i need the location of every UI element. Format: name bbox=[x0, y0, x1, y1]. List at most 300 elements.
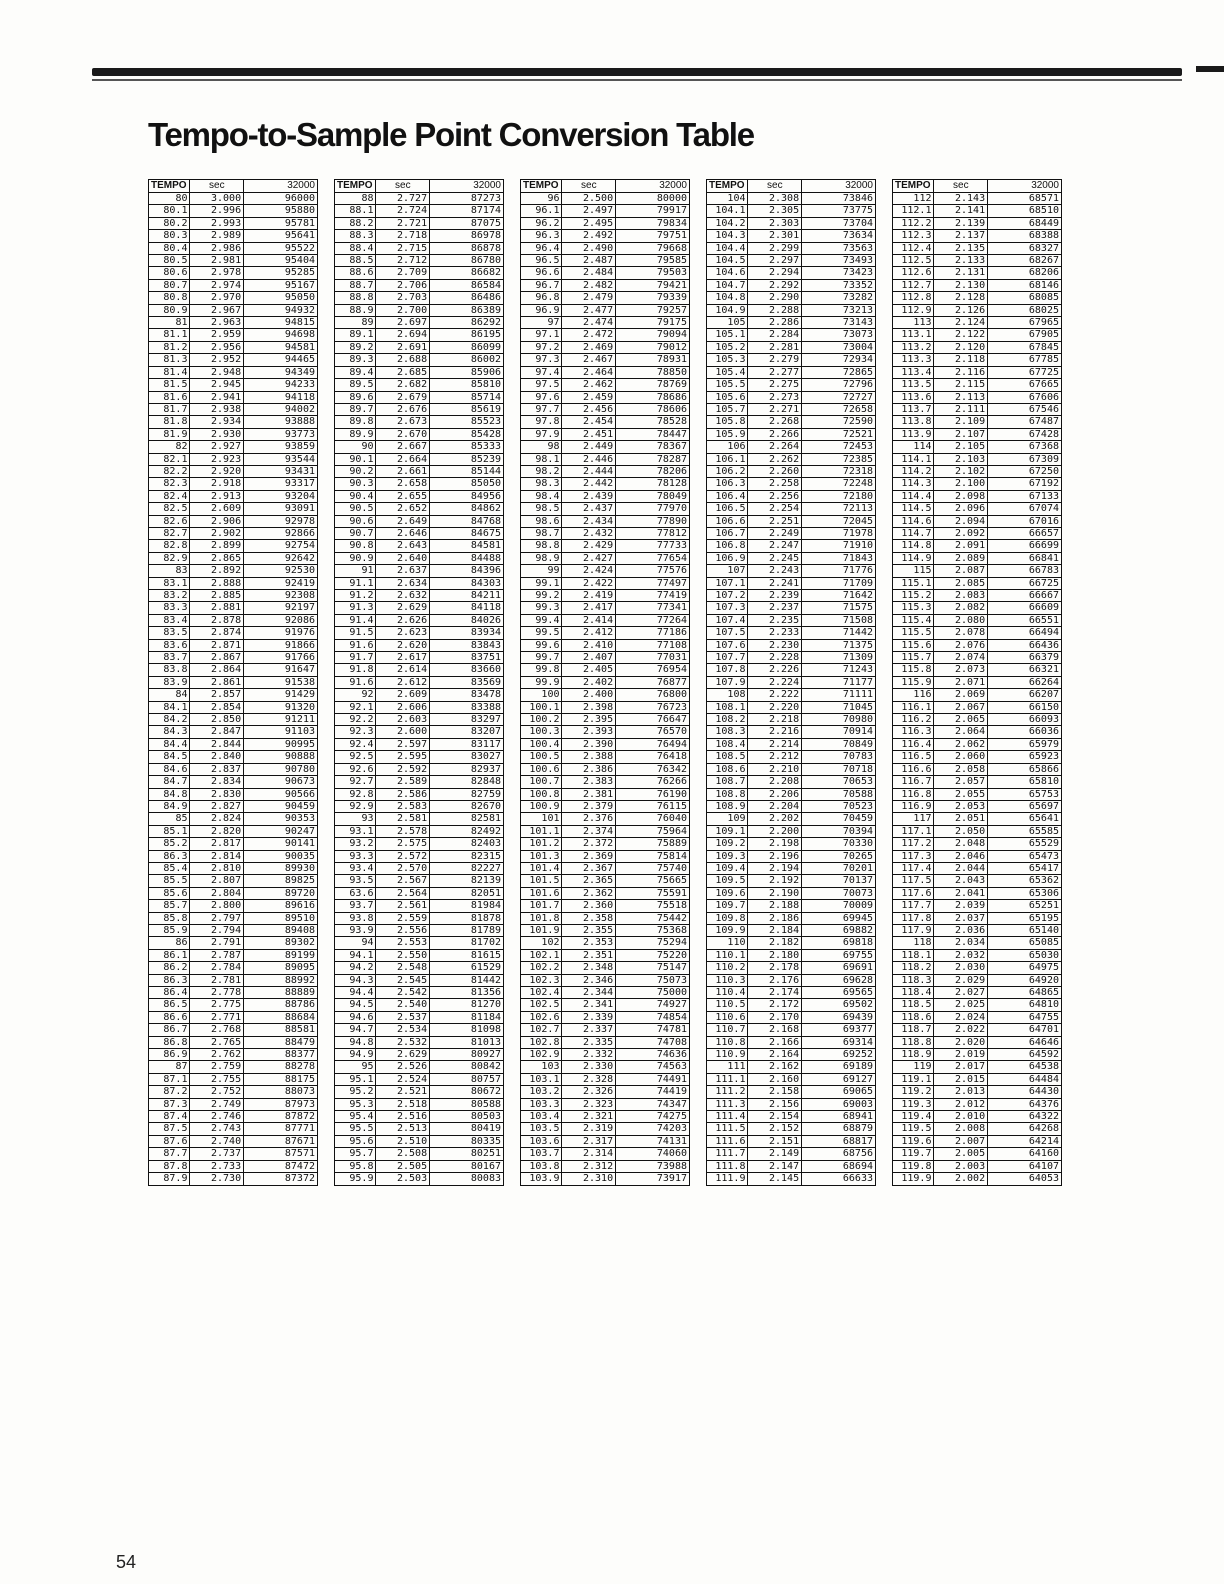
table-row bbox=[893, 924, 1062, 936]
samples-cell: 89302 bbox=[244, 937, 318, 949]
samples-cell: 66036 bbox=[988, 726, 1062, 738]
tempo-cell: 111 bbox=[707, 1061, 748, 1073]
samples-cell: 85619 bbox=[430, 403, 504, 415]
samples-cell: 64214 bbox=[988, 1135, 1062, 1147]
table-row bbox=[521, 403, 690, 415]
table-row bbox=[521, 391, 690, 403]
table-row bbox=[707, 354, 876, 366]
sec-cell: 2.064 bbox=[934, 726, 988, 738]
sec-cell: 2.141 bbox=[934, 205, 988, 217]
table-row bbox=[893, 527, 1062, 539]
tempo-cell: 113.6 bbox=[893, 391, 934, 403]
sec-cell: 2.317 bbox=[562, 1135, 616, 1147]
samples-cell: 68879 bbox=[802, 1123, 876, 1135]
samples-cell: 91103 bbox=[244, 726, 318, 738]
samples-cell: 69252 bbox=[802, 1049, 876, 1061]
samples-cell: 80672 bbox=[430, 1086, 504, 1098]
table-row bbox=[707, 652, 876, 664]
sec-cell: 2.398 bbox=[562, 701, 616, 713]
table-row bbox=[707, 565, 876, 577]
table-row bbox=[521, 1024, 690, 1036]
samples-cell: 81984 bbox=[430, 900, 504, 912]
table-row bbox=[149, 875, 318, 887]
table-row bbox=[893, 602, 1062, 614]
table-row bbox=[335, 912, 504, 924]
sec-cell: 2.176 bbox=[748, 974, 802, 986]
sec-cell: 2.164 bbox=[748, 1049, 802, 1061]
tempo-cell: 88.9 bbox=[335, 304, 376, 316]
tempo-cell: 87.1 bbox=[149, 1073, 190, 1085]
samples-cell: 83027 bbox=[430, 751, 504, 763]
table-row bbox=[335, 788, 504, 800]
samples-cell: 88684 bbox=[244, 1011, 318, 1023]
table-row bbox=[521, 639, 690, 651]
table-row bbox=[149, 317, 318, 329]
tempo-cell: 105.7 bbox=[707, 403, 748, 415]
samples-cell: 93431 bbox=[244, 465, 318, 477]
sec-cell: 2.652 bbox=[376, 503, 430, 515]
tempo-cell: 106 bbox=[707, 441, 748, 453]
table-row bbox=[707, 267, 876, 279]
samples-cell: 94932 bbox=[244, 304, 318, 316]
sec-cell: 2.341 bbox=[562, 999, 616, 1011]
samples-cell: 81356 bbox=[430, 987, 504, 999]
samples-cell: 85906 bbox=[430, 366, 504, 378]
sec-cell: 2.374 bbox=[562, 825, 616, 837]
samples-cell: 90035 bbox=[244, 850, 318, 862]
samples-cell: 75740 bbox=[616, 862, 690, 874]
tempo-cell: 101.2 bbox=[521, 838, 562, 850]
tempo-cell: 117.1 bbox=[893, 825, 934, 837]
tempo-cell: 104 bbox=[707, 193, 748, 205]
samples-cell: 87472 bbox=[244, 1160, 318, 1172]
sec-cell: 2.262 bbox=[748, 453, 802, 465]
sec-cell: 2.874 bbox=[190, 627, 244, 639]
sec-cell: 2.115 bbox=[934, 379, 988, 391]
samples-cell: 71177 bbox=[802, 676, 876, 688]
sec-cell: 2.978 bbox=[190, 267, 244, 279]
sec-cell: 2.060 bbox=[934, 751, 988, 763]
table-row bbox=[893, 689, 1062, 701]
samples-cell: 70265 bbox=[802, 850, 876, 862]
tempo-cell: 105.6 bbox=[707, 391, 748, 403]
table-row bbox=[707, 341, 876, 353]
tempo-cell: 90.3 bbox=[335, 478, 376, 490]
samples-cell: 68388 bbox=[988, 230, 1062, 242]
sec-cell: 2.149 bbox=[748, 1148, 802, 1160]
table-row bbox=[149, 515, 318, 527]
sec-cell: 2.857 bbox=[190, 689, 244, 701]
tempo-cell: 98.9 bbox=[521, 552, 562, 564]
tempo-cell: 90.2 bbox=[335, 465, 376, 477]
tempo-cell: 118.4 bbox=[893, 987, 934, 999]
table-row bbox=[707, 751, 876, 763]
table-row bbox=[707, 292, 876, 304]
sec-cell: 2.781 bbox=[190, 974, 244, 986]
header-sec: sec bbox=[562, 180, 616, 193]
table-row bbox=[893, 540, 1062, 552]
table-row bbox=[707, 974, 876, 986]
samples-cell: 65473 bbox=[988, 850, 1062, 862]
table-row bbox=[521, 974, 690, 986]
table-row bbox=[335, 1024, 504, 1036]
table-row bbox=[707, 391, 876, 403]
tempo-cell: 96 bbox=[521, 193, 562, 205]
sec-cell: 2.258 bbox=[748, 478, 802, 490]
table-row bbox=[893, 838, 1062, 850]
samples-cell: 78606 bbox=[616, 403, 690, 415]
table-row bbox=[707, 813, 876, 825]
sec-cell: 2.867 bbox=[190, 652, 244, 664]
sec-cell: 2.617 bbox=[376, 652, 430, 664]
sec-cell: 2.479 bbox=[562, 292, 616, 304]
sec-cell: 2.192 bbox=[748, 875, 802, 887]
samples-cell: 84675 bbox=[430, 527, 504, 539]
samples-cell: 70009 bbox=[802, 900, 876, 912]
table-row bbox=[893, 565, 1062, 577]
tempo-cell: 97.2 bbox=[521, 341, 562, 353]
sec-cell: 2.122 bbox=[934, 329, 988, 341]
samples-cell: 78769 bbox=[616, 379, 690, 391]
tempo-cell: 95.6 bbox=[335, 1135, 376, 1147]
sec-cell: 2.137 bbox=[934, 230, 988, 242]
table-row bbox=[521, 1049, 690, 1061]
table-row bbox=[335, 714, 504, 726]
tempo-cell: 86 bbox=[149, 937, 190, 949]
samples-cell: 76570 bbox=[616, 726, 690, 738]
sec-cell: 2.986 bbox=[190, 242, 244, 254]
tempo-cell: 92.2 bbox=[335, 714, 376, 726]
tempo-cell: 107.9 bbox=[707, 676, 748, 688]
sec-cell: 2.126 bbox=[934, 304, 988, 316]
table-row bbox=[707, 900, 876, 912]
table-row bbox=[335, 217, 504, 229]
tempo-cell: 97.7 bbox=[521, 403, 562, 415]
samples-cell: 88479 bbox=[244, 1036, 318, 1048]
sec-cell: 2.087 bbox=[934, 565, 988, 577]
sec-cell: 2.118 bbox=[934, 354, 988, 366]
tempo-cell: 119.2 bbox=[893, 1086, 934, 1098]
sec-cell: 2.400 bbox=[562, 689, 616, 701]
tempo-cell: 107.4 bbox=[707, 614, 748, 626]
sec-cell: 2.673 bbox=[376, 416, 430, 428]
sec-cell: 2.482 bbox=[562, 279, 616, 291]
tempo-cell: 114 bbox=[893, 441, 934, 453]
table-row bbox=[893, 590, 1062, 602]
sec-cell: 2.778 bbox=[190, 987, 244, 999]
table-row bbox=[893, 1049, 1062, 1061]
samples-cell: 65697 bbox=[988, 800, 1062, 812]
sec-cell: 2.200 bbox=[748, 825, 802, 837]
samples-cell: 95522 bbox=[244, 242, 318, 254]
tempo-cell: 100.9 bbox=[521, 800, 562, 812]
tempo-cell: 105.8 bbox=[707, 416, 748, 428]
sec-cell: 2.637 bbox=[376, 565, 430, 577]
samples-cell: 85810 bbox=[430, 379, 504, 391]
tempo-cell: 80.6 bbox=[149, 267, 190, 279]
tempo-cell: 81.8 bbox=[149, 416, 190, 428]
table-row bbox=[149, 1036, 318, 1048]
samples-cell: 76647 bbox=[616, 714, 690, 726]
samples-cell: 86099 bbox=[430, 341, 504, 353]
table-row bbox=[149, 1086, 318, 1098]
table-row bbox=[149, 267, 318, 279]
table-row bbox=[335, 987, 504, 999]
tempo-cell: 96.7 bbox=[521, 279, 562, 291]
samples-cell: 68206 bbox=[988, 267, 1062, 279]
table-row bbox=[707, 887, 876, 899]
sec-cell: 2.085 bbox=[934, 577, 988, 589]
table-row bbox=[521, 862, 690, 874]
tempo-cell: 93.5 bbox=[335, 875, 376, 887]
tempo-cell: 84.1 bbox=[149, 701, 190, 713]
tempo-cell: 86.3 bbox=[149, 974, 190, 986]
tempo-cell: 89.6 bbox=[335, 391, 376, 403]
tempo-cell: 100 bbox=[521, 689, 562, 701]
samples-cell: 90995 bbox=[244, 738, 318, 750]
sec-cell: 2.412 bbox=[562, 627, 616, 639]
samples-cell: 71243 bbox=[802, 664, 876, 676]
sec-cell: 2.074 bbox=[934, 652, 988, 664]
table-row bbox=[893, 552, 1062, 564]
sec-cell: 2.166 bbox=[748, 1036, 802, 1048]
sec-cell: 2.071 bbox=[934, 676, 988, 688]
table-row bbox=[707, 875, 876, 887]
tempo-cell: 112.5 bbox=[893, 255, 934, 267]
samples-cell: 94118 bbox=[244, 391, 318, 403]
samples-cell: 83934 bbox=[430, 627, 504, 639]
table-row bbox=[893, 949, 1062, 961]
sec-cell: 2.109 bbox=[934, 416, 988, 428]
tempo-cell: 89.4 bbox=[335, 366, 376, 378]
tempo-cell: 101 bbox=[521, 813, 562, 825]
tempo-cell: 86.4 bbox=[149, 987, 190, 999]
sec-cell: 2.036 bbox=[934, 924, 988, 936]
table-row bbox=[149, 255, 318, 267]
table-row bbox=[521, 962, 690, 974]
samples-cell: 67428 bbox=[988, 428, 1062, 440]
sec-cell: 2.434 bbox=[562, 515, 616, 527]
tempo-cell: 84.2 bbox=[149, 714, 190, 726]
samples-cell: 79585 bbox=[616, 255, 690, 267]
sec-cell: 2.930 bbox=[190, 428, 244, 440]
table-row bbox=[335, 267, 504, 279]
table-row bbox=[335, 1011, 504, 1023]
table-row bbox=[335, 602, 504, 614]
tempo-cell: 103.1 bbox=[521, 1073, 562, 1085]
samples-cell: 80757 bbox=[430, 1073, 504, 1085]
header-sec: sec bbox=[376, 180, 430, 193]
samples-cell: 91320 bbox=[244, 701, 318, 713]
samples-cell: 64268 bbox=[988, 1123, 1062, 1135]
table-row bbox=[893, 664, 1062, 676]
samples-cell: 85050 bbox=[430, 478, 504, 490]
table-row bbox=[335, 379, 504, 391]
tempo-cell: 105.9 bbox=[707, 428, 748, 440]
table-row bbox=[707, 503, 876, 515]
table-row bbox=[521, 441, 690, 453]
tempo-cell: 105.2 bbox=[707, 341, 748, 353]
tempo-cell: 105 bbox=[707, 317, 748, 329]
table-row bbox=[707, 639, 876, 651]
tempo-cell: 90.9 bbox=[335, 552, 376, 564]
tempo-cell: 80.5 bbox=[149, 255, 190, 267]
table-row bbox=[521, 751, 690, 763]
table-row bbox=[149, 354, 318, 366]
samples-cell: 79503 bbox=[616, 267, 690, 279]
samples-cell: 78287 bbox=[616, 453, 690, 465]
tempo-cell: 80.9 bbox=[149, 304, 190, 316]
tempo-cell: 90.6 bbox=[335, 515, 376, 527]
table-row bbox=[149, 1173, 318, 1185]
samples-cell: 69818 bbox=[802, 937, 876, 949]
table-row bbox=[149, 602, 318, 614]
sec-cell: 2.724 bbox=[376, 205, 430, 217]
sec-cell: 2.444 bbox=[562, 465, 616, 477]
sec-cell: 2.462 bbox=[562, 379, 616, 391]
table-row bbox=[521, 652, 690, 664]
table-row bbox=[521, 379, 690, 391]
table-row bbox=[521, 701, 690, 713]
table-row bbox=[707, 1061, 876, 1073]
samples-cell: 79668 bbox=[616, 242, 690, 254]
sec-cell: 2.202 bbox=[748, 813, 802, 825]
tempo-cell: 104.7 bbox=[707, 279, 748, 291]
samples-cell: 72658 bbox=[802, 403, 876, 415]
table-row bbox=[521, 465, 690, 477]
tempo-cell: 97.4 bbox=[521, 366, 562, 378]
samples-cell: 67965 bbox=[988, 317, 1062, 329]
samples-cell: 76954 bbox=[616, 664, 690, 676]
sec-cell: 2.510 bbox=[376, 1135, 430, 1147]
sec-cell: 2.474 bbox=[562, 317, 616, 329]
samples-cell: 87273 bbox=[430, 193, 504, 205]
table-row bbox=[893, 366, 1062, 378]
tempo-cell: 82.1 bbox=[149, 453, 190, 465]
table-row bbox=[707, 627, 876, 639]
tempo-cell: 113.5 bbox=[893, 379, 934, 391]
samples-cell: 93544 bbox=[244, 453, 318, 465]
tempo-cell: 110.4 bbox=[707, 987, 748, 999]
tempo-cell: 96.3 bbox=[521, 230, 562, 242]
table-row bbox=[707, 478, 876, 490]
table-row bbox=[149, 527, 318, 539]
samples-cell: 87872 bbox=[244, 1111, 318, 1123]
sec-cell: 2.606 bbox=[376, 701, 430, 713]
sec-cell: 2.762 bbox=[190, 1049, 244, 1061]
tempo-cell: 101.6 bbox=[521, 887, 562, 899]
sec-cell: 2.927 bbox=[190, 441, 244, 453]
header-32000: 32000 bbox=[802, 180, 876, 193]
samples-cell: 65585 bbox=[988, 825, 1062, 837]
samples-cell: 77186 bbox=[616, 627, 690, 639]
samples-cell: 84488 bbox=[430, 552, 504, 564]
table-row bbox=[893, 1111, 1062, 1123]
samples-cell: 91429 bbox=[244, 689, 318, 701]
tempo-cell: 81.3 bbox=[149, 354, 190, 366]
table-row bbox=[707, 602, 876, 614]
table-row bbox=[335, 565, 504, 577]
sec-cell: 2.130 bbox=[934, 279, 988, 291]
table-row bbox=[521, 676, 690, 688]
sec-cell: 2.981 bbox=[190, 255, 244, 267]
sec-cell: 2.570 bbox=[376, 862, 430, 874]
table-row bbox=[335, 701, 504, 713]
tempo-cell: 116.6 bbox=[893, 763, 934, 775]
tempo-cell: 99.4 bbox=[521, 614, 562, 626]
tempo-cell: 104.6 bbox=[707, 267, 748, 279]
samples-cell: 87771 bbox=[244, 1123, 318, 1135]
samples-cell: 72453 bbox=[802, 441, 876, 453]
table-row bbox=[149, 391, 318, 403]
sec-cell: 2.526 bbox=[376, 1061, 430, 1073]
table-row bbox=[149, 689, 318, 701]
sec-cell: 2.794 bbox=[190, 924, 244, 936]
sec-cell: 2.464 bbox=[562, 366, 616, 378]
table-row bbox=[521, 490, 690, 502]
sec-cell: 2.609 bbox=[190, 503, 244, 515]
table-row bbox=[707, 850, 876, 862]
tempo-cell: 88.2 bbox=[335, 217, 376, 229]
sec-cell: 2.032 bbox=[934, 949, 988, 961]
table-row bbox=[521, 292, 690, 304]
table-row bbox=[893, 1173, 1062, 1185]
samples-cell: 86292 bbox=[430, 317, 504, 329]
table-row bbox=[707, 714, 876, 726]
sec-cell: 2.974 bbox=[190, 279, 244, 291]
sec-cell: 2.048 bbox=[934, 838, 988, 850]
samples-cell: 76190 bbox=[616, 788, 690, 800]
table-row bbox=[335, 205, 504, 217]
samples-cell: 67074 bbox=[988, 503, 1062, 515]
samples-cell: 72865 bbox=[802, 366, 876, 378]
sec-cell: 2.120 bbox=[934, 341, 988, 353]
tempo-cell: 84 bbox=[149, 689, 190, 701]
table-row bbox=[149, 726, 318, 738]
table-row bbox=[707, 1073, 876, 1085]
samples-cell: 81098 bbox=[430, 1024, 504, 1036]
samples-cell: 78850 bbox=[616, 366, 690, 378]
tempo-cell: 105.5 bbox=[707, 379, 748, 391]
table-row bbox=[335, 838, 504, 850]
sec-cell: 2.027 bbox=[934, 987, 988, 999]
tempo-cell: 116.3 bbox=[893, 726, 934, 738]
tempo-cell: 106.3 bbox=[707, 478, 748, 490]
tempo-cell: 85.4 bbox=[149, 862, 190, 874]
tempo-cell: 119.6 bbox=[893, 1135, 934, 1147]
samples-cell: 69691 bbox=[802, 962, 876, 974]
table-row bbox=[149, 1049, 318, 1061]
sec-cell: 2.733 bbox=[190, 1160, 244, 1172]
sec-cell: 2.362 bbox=[562, 887, 616, 899]
samples-cell: 85333 bbox=[430, 441, 504, 453]
samples-cell: 93888 bbox=[244, 416, 318, 428]
samples-cell: 74563 bbox=[616, 1061, 690, 1073]
tempo-cell: 97.9 bbox=[521, 428, 562, 440]
sec-cell: 2.513 bbox=[376, 1123, 430, 1135]
table-row bbox=[707, 937, 876, 949]
table-row bbox=[893, 1073, 1062, 1085]
table-row bbox=[149, 900, 318, 912]
sec-cell: 2.899 bbox=[190, 540, 244, 552]
table-header-row bbox=[893, 180, 1062, 193]
samples-cell: 72113 bbox=[802, 503, 876, 515]
tempo-cell: 97.1 bbox=[521, 329, 562, 341]
tempo-cell: 98.4 bbox=[521, 490, 562, 502]
tempo-cell: 102.4 bbox=[521, 987, 562, 999]
samples-cell: 71375 bbox=[802, 639, 876, 651]
sec-cell: 2.096 bbox=[934, 503, 988, 515]
